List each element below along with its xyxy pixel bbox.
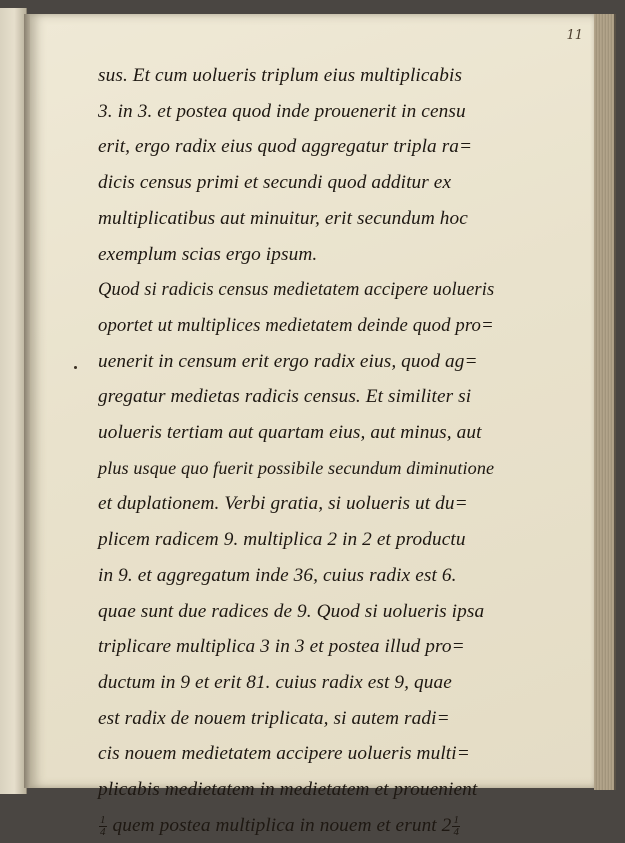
text-line: oportet ut multiplices medietatem deinde quod pro= [98,314,494,336]
text-line: et duplationem. Verbi gratia, si uolueris ut du= [98,493,468,515]
text-line: est radix de nouem triplicata, si autem radi= [98,707,450,729]
text-line: multiplicatibus aut minuitur, erit secundum hoc [98,207,468,229]
text-line-last [98,808,498,843]
text-line: quae sunt due radices de 9. Quod si uolueris ipsa [98,600,485,622]
text-line: plus usque quo fuerit possibile secundum diminutione [98,457,495,478]
fraction-denominator: 4 [453,825,460,838]
text-line: uolueris tertiam aut quartam eius, aut minus, aut [98,422,482,444]
text-line: 3. in 3. et postea quod inde prouenerit in censu [98,100,466,122]
fraction-quarter [99,815,107,838]
manuscript-text [98,58,498,843]
text-line: cis nouem medietatem accipere uolueris multi= [98,743,470,765]
folio-number: 11 [566,28,583,43]
text-line: exemplum scias ergo ipsum. [98,243,318,265]
ink-dot [74,366,77,369]
fraction-quarter [452,815,460,838]
fraction-numerator: 1 [100,813,106,826]
text-line: Quod si radicis census medietatem accipere uolueris [98,279,495,301]
text-line: plicem radicem 9. multiplica 2 in 2 et productu [98,529,466,551]
text-line: in 9. et aggregatum inde 36, cuius radix est 6. [98,564,457,586]
page-stack-edge [594,14,616,790]
text-line: dicis census primi et secundi quod additur ex [98,172,452,194]
fraction-numerator: 1 [453,813,460,826]
text-line: ductum in 9 et erit 81. cuius radix est 9, quae [98,671,452,693]
text-line: triplicare multiplica 3 in 3 et postea illud pro= [98,636,465,658]
text-line: erit, ergo radix eius quod aggregatur tripla ra= [98,136,473,158]
text-line: uenerit in censum erit ergo radix eius, quod ag= [98,350,478,372]
left-page-edge [0,8,27,794]
last-line-text: quem postea multiplica in nouem et erunt 2 [112,814,452,836]
fraction-denominator: 4 [100,825,106,838]
text-line: plicabis medietatem in medietatem et prouenient [98,779,478,801]
text-line: gregatur medietas radicis census. Et similiter si [98,386,472,408]
text-line: sus. Et cum uolueris triplum eius multiplicabis [98,65,463,86]
